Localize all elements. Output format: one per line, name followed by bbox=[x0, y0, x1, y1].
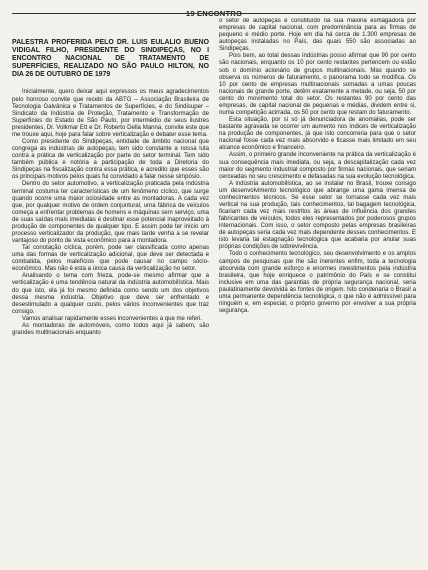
paragraph: Todo o conhecimento tecnológico, seu desenvolvimento e os amplos campos de pesquisas que lhe são inerentes enfim, toda a tecnologia absorvida com grande esforço e enormes investimentos pela indústria brasileira, que hoje enriquece o patrimônio do País e se constitui inclusive em uma das garantias de própria segurança nacional, seria paulatinamente devolvida às fontes de origem. Isto condenaria o Brasil a uma permanente dependência tecnológica, o que não é admissível para ninguém e, em especial, o próprio governo por envolver a sua própria segurança. bbox=[219, 251, 416, 314]
paragraph: Analisando o tema com frieza, pode-se mesmo afirmar que a verticalização é uma tendência natural da indústria automobilística. Mais do que isto, ela já foi mesmo definida como sendo um dos objetivos dessa mesma indústria. Objetivo que deve ser enfrentado e desestimulado a qualquer custo, pelos vários inconvenientes que traz consigo. bbox=[12, 273, 209, 315]
paragraph: As montadoras de automóveis, como todos aqui já sabem, são grandes multinacionais enquanto bbox=[12, 323, 209, 337]
paragraph: Assim, o primeiro grande inconveniente na prática da verticalização é sua consequência mais imediata, ou seja, a descapitalização cada vez maior do segmento industrial composto por firmas nacionais, que seriam cerceadas no seu crescimento e defasadas na sua evolução tecnológica. bbox=[219, 152, 416, 180]
paragraph: Inicialmente, quero deixar aqui expressos os meus agradecimentos pelo honroso convite que recebi da ABTG – Associação Brasileira de Tecnologia Galvânica e Tratamentos de Superfícies, e do Sindisuper – Sindicato da Indústria de Proteção, Tratamento e Transformação de Superfícies do Estado de São Paulo, por intermédio de seus ilustres presidentes, Dr. Volkmar Ett e Dr. Roberto Della Manna, convite este que me trouxe aqui, hoje para falar sobre verticalização e debater esse tema. bbox=[12, 89, 209, 138]
paragraph: o setor de autopeças é constituído na sua maioria esmagadora por empresas de capital nacional, com predominância para as firmas de pequeno e médio porte. Hoje em dia há cerca de 1.300 empresas de autopeças instaladas no País, das quais 550 são associadas ao Sindipeças. bbox=[219, 18, 416, 53]
article-headline: PALESTRA PROFERIDA PELO DR. LUIS EULALIO BUENO VIDIGAL FILHO, PRESIDENTE DO SINDIPEÇAS, NO I ENCONTRO NACIONAL DE TRATAMENTO DE SUPERFÍCIES, REALIZADO NO SÃO PAULO HILTON, NO DIA 26 DE OUTUBRO DE 1979 bbox=[12, 39, 209, 79]
right-column bbox=[219, 18, 416, 566]
left-column bbox=[12, 18, 209, 566]
paragraph: Vamos analisar rapidamente esses inconvenientes a que me referi. bbox=[22, 315, 203, 322]
paragraph: Esta situação, por si só já denunciadora de anomalias, pode ser bastante agravada se ocorrer um aumento nos índices de verticalização na produção de componentes, já que isto concorreria para que o setor nacional fosse cada vez mais absorvido e ficasse mais limitado em seu alcance econômico e financeiro. bbox=[219, 117, 416, 152]
header-divider bbox=[12, 13, 416, 14]
paragraph: Pois bem, ao total dessas indústrias posso afirmar que 90 por cento são nacionais, enquanto os 10 por cento restantes pertencem ou estão sob o domínio acionário de grupos multinacionais. Mas quando se observa os números de faturamento, o panorama todo se modifica. Os 10 por cento de empresas multinacionais somadas a umas poucas nacionais de grande porte, detêm exatamente a metade, ou seja, 50 por cento do movimento total do setor. Os restantes 90 por cento das empresas, de capital nacional de pequenas e médias, dividem entre si, numa competição acirrada, os 50 por cento que restam do faturamento. bbox=[219, 53, 416, 116]
article-body bbox=[12, 18, 416, 566]
paragraph: Dentro do setor automotivo, a verticalização praticada pela indústria terminal costuma ter características de um fenômeno cíclico, que surge quando ocorre uma maior ociosidade entre as montadoras. A cada vez que, por qualquer motivo de ordem conjuntural, uma fábrica de veículos começa a enfrentar problemas de homens e máquinas sem serviço, uma de suas saídas mais imediatas é destinar esse potencial inaproveitado à produção de componentes de qualquer tipo. E assim pode ter início um processo verticalizador da produção, que mais tarde venha a se revelar vantajoso do ponto de vista econômico para a montadora. bbox=[12, 181, 209, 244]
paragraph: A indústria automobilística, ao se instalar no Brasil, trouxe consigo um desenvolvimento tecnológico que abrange uma gama imensa de conhecimentos técnicos. Se esse setor se tornasse cada vez mais vertical na sua produção, tais conhecimentos, tal bagagem tecnológica, ficariam cada vez mais restritos às áreas de influência dos grandes fabricantes de veículos, todos eles representados por poderosos grupos internacionais. Com isso, o setor composto pelas empresas brasileiras de autopeças seria cada vez mais dependente desses conhecimentos. E isto levaria tal estagnação tecnológica que acabaria por anular suas próprias condições de sobrevivência. bbox=[219, 180, 416, 251]
section-title: 19 ENCONTRO bbox=[185, 9, 243, 18]
paragraph: Como presidente do Sindipeças, entidade de âmbito nacional que congrega as indústrias de autopeças, tem sido constante a nossa luta contra a prática de verticalização por parte do setor terminal. Tem sido também pública e notória a participação de toda a Diretoria do Sindipeças na fiscalização contra essa prática, e acredito que esses são os principais motivos pelos quais fui convidado a falar nesse simpósio. bbox=[12, 138, 209, 181]
paragraph: Tal conotação cíclica, porém, pode ser classificada como apenas uma das formas de verticalização adicional, que deve ser detectada e combatida, pelos malefícios que pode causar no campo sócio-econômico. Mas não é esta a única causa da verticalização no setor. bbox=[12, 245, 209, 273]
